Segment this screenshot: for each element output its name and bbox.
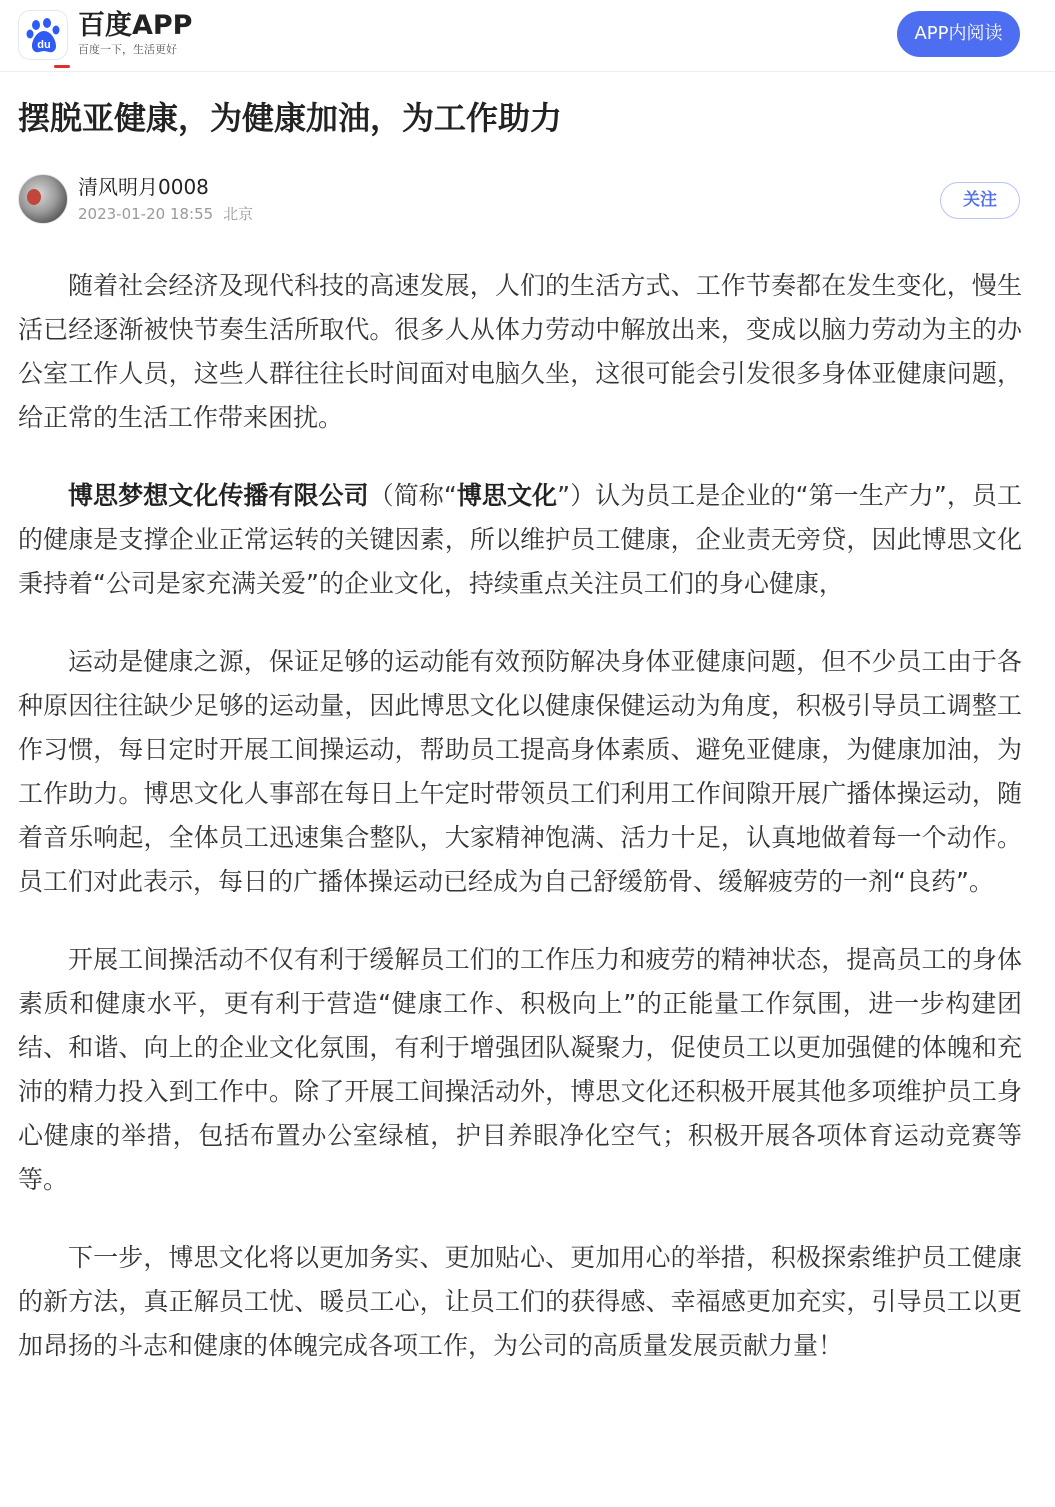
baidu-paw-icon (25, 16, 63, 56)
app-read-button[interactable]: APP内阅读 (897, 11, 1020, 57)
publish-location: 北京 (223, 205, 254, 223)
follow-button[interactable]: 关注 (940, 182, 1020, 219)
article-title: 摆脱亚健康，为健康加油，为工作助力 (18, 99, 563, 137)
paragraph-2-part-b: ”）认为员工是企业的“第一生产力”，员工的健康是支撑企业正常运转的关键因素，所以维护员工健康，企业责无旁贷，因此博思文化秉持着“公司是家充满关爱”的企业文化，持续重点关注员工们的身心健康， (18, 481, 1022, 598)
avatar-detail (27, 189, 41, 205)
paragraph-5: 下一步，博思文化将以更加务实、更加贴心、更加用心的举措，积极探索维护员工健康的新方法，真正解员工忧、暖员工心，让员工们的获得感、幸福感更加充实，引导员工以更加昂扬的斗志和健康的体魄完成各项工作，为公司的高质量发展贡献力量！ (18, 1243, 1022, 1360)
author-name[interactable]: 清风明月0008 (78, 175, 209, 199)
paragraph-1: 随着社会经济及现代科技的高速发展，人们的生活方式、工作节奏都在发生变化，慢生活已经逐渐被快节奏生活所取代。很多人从体力劳动中解放出来，变成以脑力劳动为主的办公室工作人员，这些人群往往长时间面对电脑久坐，这很可能会引发很多身体亚健康问题，给正常的生活工作带来困扰。 (18, 271, 1022, 432)
paragraph-2-part-a: （简称“ (368, 481, 457, 510)
top-bar (0, 0, 1055, 72)
brand-slogan: 百度一下，生活更好 (78, 43, 177, 56)
article-body (18, 264, 1022, 1402)
paragraph-3: 运动是健康之源，保证足够的运动能有效预防解决身体亚健康问题，但不少员工由于各种原因往往缺少足够的运动量，因此博思文化以健康保健运动为角度，积极引导员工调整工作习惯，每日定时开展工间操运动，帮助员工提高身体素质、避免亚健康，为健康加油，为工作助力。博思文化人事部在每日上午定时带领员工们利用工作间隙开展广播体操运动，随着音乐响起，全体员工迅速集合整队，大家精神饱满、活力十足，认真地做着每一个动作。员工们对此表示，每日的广播体操运动已经成为自己舒缓筋骨、缓解疲劳的一剂“良药”。 (18, 647, 1022, 896)
company-name: 博思梦想文化传播有限公司 (68, 481, 369, 510)
svg-text:du: du (37, 39, 51, 51)
baidu-logo[interactable] (18, 10, 68, 60)
logo-accent (54, 65, 70, 68)
brand-name: 百度APP (78, 10, 193, 41)
paragraph-2 (18, 474, 1022, 606)
company-short-name: 博思文化 (456, 481, 558, 510)
author-avatar[interactable] (18, 174, 68, 224)
author-meta (78, 203, 253, 225)
publish-date: 2023-01-20 18:55 (78, 205, 214, 223)
paragraph-4: 开展工间操活动不仅有利于缓解员工们的工作压力和疲劳的精神状态，提高员工的身体素质和健康水平，更有利于营造“健康工作、积极向上”的正能量工作氛围，进一步构建团结、和谐、向上的企业文化氛围，有利于增强团队凝聚力，促使员工以更加强健的体魄和充沛的精力投入到工作中。除了开展工间操活动外，博思文化还积极开展其他多项维护员工身心健康的举措，包括布置办公室绿植，护目养眼净化空气；积极开展各项体育运动竞赛等等。 (18, 945, 1022, 1194)
